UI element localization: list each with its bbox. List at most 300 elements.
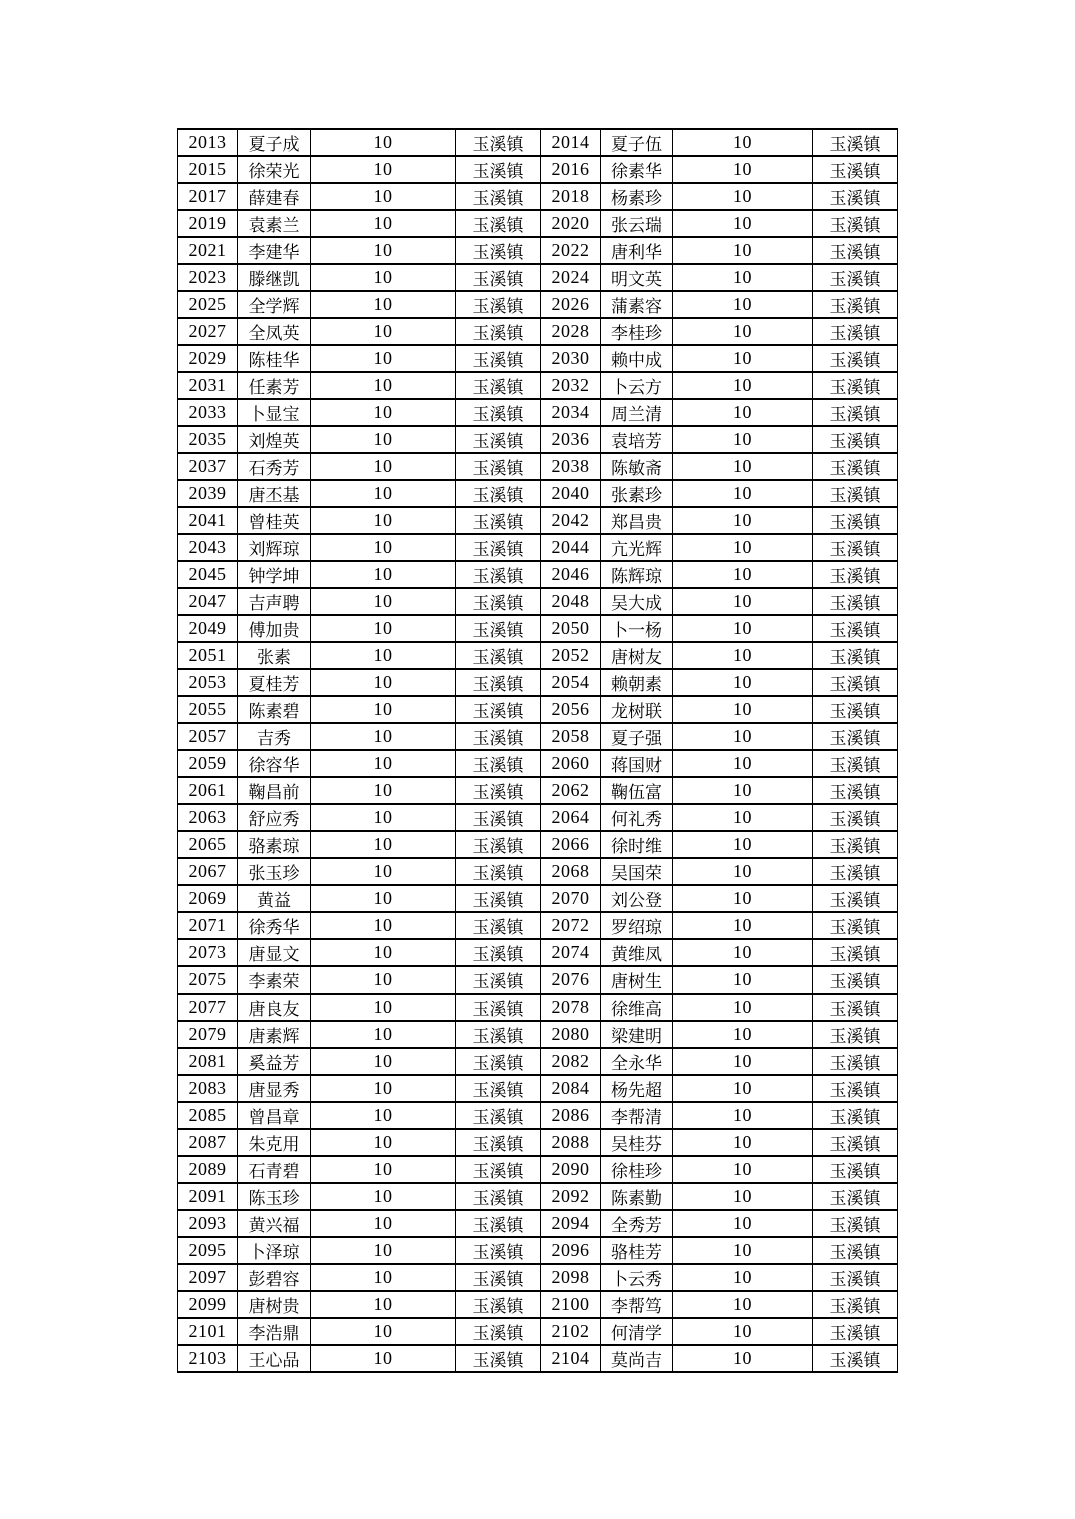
person-name-cell-left: 舒应秀 [238,804,311,831]
value-cell-left: 10 [311,210,456,237]
value-cell-right: 10 [673,994,813,1021]
serial-cell-right: 2038 [541,453,601,480]
person-name-cell-left: 曾桂英 [238,507,311,534]
table-row [178,1048,898,1075]
town-cell-right: 玉溪镇 [813,1291,898,1318]
serial-cell-left: 2055 [178,696,238,723]
town-cell-left: 玉溪镇 [456,831,541,858]
serial-cell-left: 2041 [178,507,238,534]
serial-cell-left: 2081 [178,1048,238,1075]
town-cell-left: 玉溪镇 [456,939,541,966]
person-name-cell-right: 全永华 [601,1048,673,1075]
town-cell-right: 玉溪镇 [813,237,898,264]
value-cell-right: 10 [673,264,813,291]
person-name-cell-right: 张素珍 [601,480,673,507]
town-cell-right: 玉溪镇 [813,291,898,318]
serial-cell-left: 2099 [178,1291,238,1318]
town-cell-left: 玉溪镇 [456,507,541,534]
person-name-cell-left: 陈桂华 [238,345,311,372]
town-cell-left: 玉溪镇 [456,669,541,696]
value-cell-right: 10 [673,1345,813,1372]
town-cell-right: 玉溪镇 [813,453,898,480]
table-row [178,372,898,399]
person-name-cell-right: 骆桂芳 [601,1237,673,1264]
table-row [178,966,898,993]
value-cell-right: 10 [673,831,813,858]
table-row [178,669,898,696]
table-row [178,129,898,156]
person-name-cell-right: 吴国荣 [601,858,673,885]
serial-cell-right: 2066 [541,831,601,858]
person-name-cell-left: 鞠昌前 [238,777,311,804]
table-row [178,318,898,345]
value-cell-right: 10 [673,156,813,183]
town-cell-left: 玉溪镇 [456,264,541,291]
person-name-cell-right: 蒲素容 [601,291,673,318]
town-cell-left: 玉溪镇 [456,318,541,345]
person-name-cell-right: 吴桂芬 [601,1129,673,1156]
value-cell-left: 10 [311,750,456,777]
town-cell-right: 玉溪镇 [813,1102,898,1129]
town-cell-right: 玉溪镇 [813,1021,898,1048]
serial-cell-right: 2014 [541,129,601,156]
person-name-cell-right: 唐利华 [601,237,673,264]
person-name-cell-right: 徐时维 [601,831,673,858]
table-row [178,858,898,885]
value-cell-left: 10 [311,561,456,588]
table-row [178,1075,898,1102]
value-cell-left: 10 [311,1318,456,1345]
value-cell-right: 10 [673,669,813,696]
value-cell-right: 10 [673,345,813,372]
serial-cell-left: 2021 [178,237,238,264]
town-cell-right: 玉溪镇 [813,696,898,723]
value-cell-left: 10 [311,1237,456,1264]
value-cell-left: 10 [311,129,456,156]
person-name-cell-left: 袁素兰 [238,210,311,237]
value-cell-right: 10 [673,966,813,993]
serial-cell-left: 2069 [178,885,238,912]
person-name-cell-right: 赖朝素 [601,669,673,696]
value-cell-right: 10 [673,210,813,237]
serial-cell-left: 2027 [178,318,238,345]
serial-cell-right: 2052 [541,642,601,669]
value-cell-left: 10 [311,1156,456,1183]
person-name-cell-left: 任素芳 [238,372,311,399]
value-cell-right: 10 [673,1291,813,1318]
value-cell-left: 10 [311,615,456,642]
person-name-cell-right: 何礼秀 [601,804,673,831]
table-row [178,1210,898,1237]
value-cell-right: 10 [673,1210,813,1237]
town-cell-right: 玉溪镇 [813,210,898,237]
person-name-cell-left: 王心品 [238,1345,311,1372]
value-cell-right: 10 [673,534,813,561]
value-cell-right: 10 [673,1102,813,1129]
town-cell-right: 玉溪镇 [813,129,898,156]
person-name-cell-right: 陈素勤 [601,1183,673,1210]
person-name-cell-left: 薛建春 [238,183,311,210]
town-cell-left: 玉溪镇 [456,777,541,804]
town-cell-right: 玉溪镇 [813,345,898,372]
person-name-cell-right: 徐桂珍 [601,1156,673,1183]
town-cell-left: 玉溪镇 [456,723,541,750]
value-cell-left: 10 [311,291,456,318]
town-cell-right: 玉溪镇 [813,669,898,696]
table-row [178,588,898,615]
person-name-cell-left: 全凤英 [238,318,311,345]
town-cell-left: 玉溪镇 [456,1156,541,1183]
person-name-cell-right: 卜一杨 [601,615,673,642]
serial-cell-right: 2042 [541,507,601,534]
person-name-cell-left: 唐树贵 [238,1291,311,1318]
serial-cell-left: 2071 [178,912,238,939]
value-cell-left: 10 [311,669,456,696]
serial-cell-right: 2084 [541,1075,601,1102]
person-name-cell-right: 蒋国财 [601,750,673,777]
table-row [178,1102,898,1129]
serial-cell-left: 2079 [178,1021,238,1048]
serial-cell-right: 2028 [541,318,601,345]
table-row [178,561,898,588]
town-cell-left: 玉溪镇 [456,1183,541,1210]
table-row [178,1156,898,1183]
person-name-cell-left: 骆素琼 [238,831,311,858]
town-cell-right: 玉溪镇 [813,480,898,507]
value-cell-right: 10 [673,1318,813,1345]
value-cell-left: 10 [311,1021,456,1048]
person-name-cell-right: 梁建明 [601,1021,673,1048]
town-cell-left: 玉溪镇 [456,615,541,642]
town-cell-left: 玉溪镇 [456,1075,541,1102]
serial-cell-left: 2083 [178,1075,238,1102]
serial-cell-right: 2018 [541,183,601,210]
town-cell-right: 玉溪镇 [813,615,898,642]
town-cell-left: 玉溪镇 [456,858,541,885]
town-cell-right: 玉溪镇 [813,561,898,588]
town-cell-left: 玉溪镇 [456,1264,541,1291]
value-cell-left: 10 [311,642,456,669]
serial-cell-left: 2101 [178,1318,238,1345]
person-name-cell-left: 奚益芳 [238,1048,311,1075]
value-cell-right: 10 [673,1048,813,1075]
town-cell-right: 玉溪镇 [813,534,898,561]
person-name-cell-right: 明文英 [601,264,673,291]
value-cell-left: 10 [311,696,456,723]
person-name-cell-left: 陈玉珍 [238,1183,311,1210]
value-cell-left: 10 [311,1264,456,1291]
town-cell-left: 玉溪镇 [456,1291,541,1318]
serial-cell-right: 2026 [541,291,601,318]
person-name-cell-right: 郑昌贵 [601,507,673,534]
person-name-cell-right: 吴大成 [601,588,673,615]
value-cell-right: 10 [673,858,813,885]
town-cell-right: 玉溪镇 [813,588,898,615]
serial-cell-right: 2102 [541,1318,601,1345]
town-cell-left: 玉溪镇 [456,588,541,615]
person-name-cell-left: 唐素辉 [238,1021,311,1048]
serial-cell-right: 2100 [541,1291,601,1318]
value-cell-right: 10 [673,453,813,480]
town-cell-left: 玉溪镇 [456,399,541,426]
person-name-cell-right: 刘公登 [601,885,673,912]
town-cell-left: 玉溪镇 [456,210,541,237]
value-cell-right: 10 [673,1021,813,1048]
person-name-cell-left: 徐秀华 [238,912,311,939]
serial-cell-left: 2095 [178,1237,238,1264]
value-cell-right: 10 [673,1264,813,1291]
town-cell-right: 玉溪镇 [813,994,898,1021]
serial-cell-left: 2033 [178,399,238,426]
serial-cell-right: 2044 [541,534,601,561]
person-name-cell-left: 李素荣 [238,966,311,993]
person-name-cell-left: 唐丕基 [238,480,311,507]
town-cell-left: 玉溪镇 [456,561,541,588]
person-name-cell-right: 亢光辉 [601,534,673,561]
person-name-cell-left: 卜显宝 [238,399,311,426]
town-cell-right: 玉溪镇 [813,1075,898,1102]
town-cell-right: 玉溪镇 [813,1237,898,1264]
town-cell-left: 玉溪镇 [456,1129,541,1156]
value-cell-right: 10 [673,1129,813,1156]
table-row [178,1318,898,1345]
person-name-cell-left: 全学辉 [238,291,311,318]
serial-cell-right: 2058 [541,723,601,750]
value-cell-left: 10 [311,1129,456,1156]
value-cell-right: 10 [673,318,813,345]
person-name-cell-right: 龙树联 [601,696,673,723]
town-cell-right: 玉溪镇 [813,183,898,210]
serial-cell-right: 2032 [541,372,601,399]
serial-cell-right: 2022 [541,237,601,264]
value-cell-left: 10 [311,1291,456,1318]
town-cell-left: 玉溪镇 [456,291,541,318]
value-cell-left: 10 [311,912,456,939]
value-cell-left: 10 [311,885,456,912]
roster-table [177,128,898,1373]
town-cell-right: 玉溪镇 [813,885,898,912]
town-cell-right: 玉溪镇 [813,156,898,183]
table-row [178,885,898,912]
value-cell-right: 10 [673,615,813,642]
value-cell-left: 10 [311,723,456,750]
town-cell-left: 玉溪镇 [456,1318,541,1345]
serial-cell-left: 2039 [178,480,238,507]
person-name-cell-right: 何清学 [601,1318,673,1345]
serial-cell-left: 2085 [178,1102,238,1129]
value-cell-left: 10 [311,588,456,615]
person-name-cell-right: 杨素珍 [601,183,673,210]
serial-cell-left: 2067 [178,858,238,885]
town-cell-right: 玉溪镇 [813,966,898,993]
serial-cell-left: 2023 [178,264,238,291]
person-name-cell-left: 吉秀 [238,723,311,750]
value-cell-left: 10 [311,480,456,507]
serial-cell-left: 2015 [178,156,238,183]
value-cell-right: 10 [673,912,813,939]
serial-cell-right: 2082 [541,1048,601,1075]
serial-cell-left: 2089 [178,1156,238,1183]
value-cell-right: 10 [673,804,813,831]
town-cell-right: 玉溪镇 [813,264,898,291]
serial-cell-left: 2059 [178,750,238,777]
value-cell-left: 10 [311,777,456,804]
serial-cell-right: 2086 [541,1102,601,1129]
serial-cell-left: 2065 [178,831,238,858]
serial-cell-left: 2029 [178,345,238,372]
town-cell-right: 玉溪镇 [813,831,898,858]
value-cell-left: 10 [311,318,456,345]
value-cell-left: 10 [311,264,456,291]
town-cell-right: 玉溪镇 [813,507,898,534]
person-name-cell-left: 彭碧容 [238,1264,311,1291]
serial-cell-left: 2025 [178,291,238,318]
person-name-cell-left: 陈素碧 [238,696,311,723]
town-cell-left: 玉溪镇 [456,1021,541,1048]
serial-cell-left: 2017 [178,183,238,210]
value-cell-right: 10 [673,1237,813,1264]
table-row [178,183,898,210]
town-cell-left: 玉溪镇 [456,750,541,777]
table-row [178,345,898,372]
serial-cell-right: 2020 [541,210,601,237]
value-cell-right: 10 [673,480,813,507]
town-cell-left: 玉溪镇 [456,642,541,669]
serial-cell-left: 2035 [178,426,238,453]
town-cell-right: 玉溪镇 [813,1345,898,1372]
town-cell-right: 玉溪镇 [813,1129,898,1156]
table-row [178,264,898,291]
value-cell-left: 10 [311,156,456,183]
town-cell-left: 玉溪镇 [456,1237,541,1264]
value-cell-right: 10 [673,939,813,966]
value-cell-left: 10 [311,534,456,561]
serial-cell-left: 2013 [178,129,238,156]
serial-cell-right: 2048 [541,588,601,615]
town-cell-right: 玉溪镇 [813,426,898,453]
table-row [178,831,898,858]
town-cell-left: 玉溪镇 [456,129,541,156]
person-name-cell-right: 李桂珍 [601,318,673,345]
serial-cell-left: 2077 [178,994,238,1021]
serial-cell-right: 2096 [541,1237,601,1264]
town-cell-right: 玉溪镇 [813,723,898,750]
town-cell-right: 玉溪镇 [813,1210,898,1237]
table-row [178,1345,898,1372]
serial-cell-right: 2024 [541,264,601,291]
table-row [178,156,898,183]
value-cell-right: 10 [673,507,813,534]
value-cell-left: 10 [311,858,456,885]
serial-cell-left: 2051 [178,642,238,669]
town-cell-left: 玉溪镇 [456,237,541,264]
person-name-cell-left: 傅加贵 [238,615,311,642]
serial-cell-left: 2091 [178,1183,238,1210]
person-name-cell-left: 唐良友 [238,994,311,1021]
town-cell-left: 玉溪镇 [456,1102,541,1129]
serial-cell-right: 2074 [541,939,601,966]
value-cell-left: 10 [311,1345,456,1372]
serial-cell-left: 2031 [178,372,238,399]
town-cell-right: 玉溪镇 [813,1264,898,1291]
table-row [178,210,898,237]
value-cell-left: 10 [311,1048,456,1075]
value-cell-right: 10 [673,750,813,777]
person-name-cell-left: 唐显秀 [238,1075,311,1102]
town-cell-left: 玉溪镇 [456,966,541,993]
table-row [178,237,898,264]
table-row [178,1021,898,1048]
value-cell-right: 10 [673,723,813,750]
person-name-cell-left: 钟学坤 [238,561,311,588]
town-cell-left: 玉溪镇 [456,453,541,480]
serial-cell-right: 2068 [541,858,601,885]
person-name-cell-left: 李建华 [238,237,311,264]
table-row [178,453,898,480]
value-cell-left: 10 [311,939,456,966]
value-cell-right: 10 [673,1156,813,1183]
person-name-cell-left: 夏桂芳 [238,669,311,696]
town-cell-left: 玉溪镇 [456,804,541,831]
person-name-cell-left: 刘辉琼 [238,534,311,561]
serial-cell-left: 2019 [178,210,238,237]
person-name-cell-right: 卜云方 [601,372,673,399]
table-row [178,696,898,723]
serial-cell-right: 2060 [541,750,601,777]
table-row [178,426,898,453]
table-row [178,994,898,1021]
table-row [178,912,898,939]
person-name-cell-left: 李浩鼎 [238,1318,311,1345]
town-cell-right: 玉溪镇 [813,372,898,399]
person-name-cell-left: 石秀芳 [238,453,311,480]
serial-cell-right: 2104 [541,1345,601,1372]
value-cell-left: 10 [311,183,456,210]
person-name-cell-left: 刘煌英 [238,426,311,453]
serial-cell-left: 2043 [178,534,238,561]
person-name-cell-right: 李帮笃 [601,1291,673,1318]
town-cell-right: 玉溪镇 [813,777,898,804]
person-name-cell-right: 袁培芳 [601,426,673,453]
value-cell-right: 10 [673,696,813,723]
town-cell-left: 玉溪镇 [456,696,541,723]
town-cell-right: 玉溪镇 [813,1156,898,1183]
town-cell-right: 玉溪镇 [813,1183,898,1210]
value-cell-left: 10 [311,1102,456,1129]
person-name-cell-left: 黄益 [238,885,311,912]
value-cell-right: 10 [673,1075,813,1102]
town-cell-right: 玉溪镇 [813,318,898,345]
serial-cell-right: 2062 [541,777,601,804]
person-name-cell-right: 张云瑞 [601,210,673,237]
value-cell-right: 10 [673,561,813,588]
serial-cell-right: 2072 [541,912,601,939]
value-cell-right: 10 [673,183,813,210]
serial-cell-left: 2087 [178,1129,238,1156]
serial-cell-right: 2034 [541,399,601,426]
value-cell-right: 10 [673,588,813,615]
serial-cell-right: 2046 [541,561,601,588]
value-cell-left: 10 [311,831,456,858]
person-name-cell-right: 杨先超 [601,1075,673,1102]
serial-cell-right: 2050 [541,615,601,642]
value-cell-right: 10 [673,777,813,804]
town-cell-left: 玉溪镇 [456,156,541,183]
town-cell-right: 玉溪镇 [813,858,898,885]
serial-cell-right: 2098 [541,1264,601,1291]
serial-cell-left: 2057 [178,723,238,750]
value-cell-left: 10 [311,994,456,1021]
